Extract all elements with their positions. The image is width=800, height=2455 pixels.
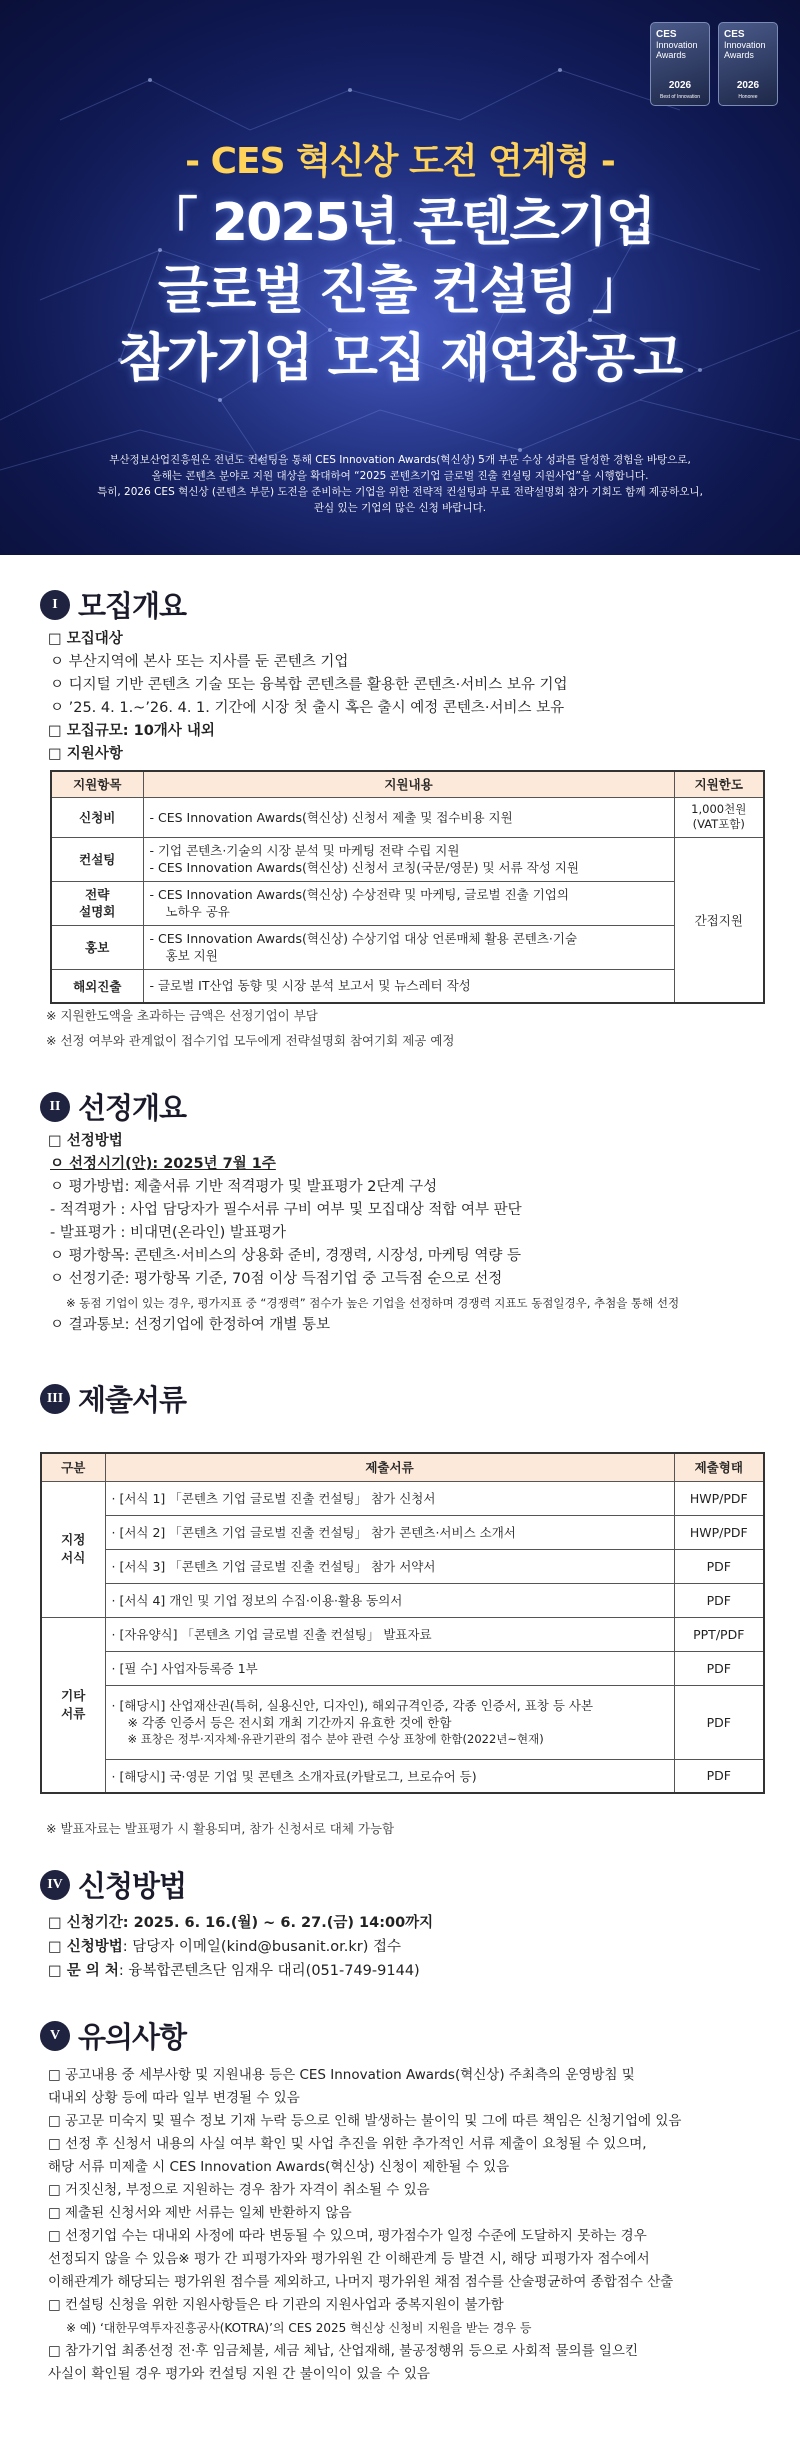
apply-method-value: : 담당자 이메일(kind@busanit.or.kr) 접수 xyxy=(122,1939,401,1955)
table-row xyxy=(41,1583,764,1617)
section-3-header xyxy=(40,1378,186,1419)
doc-cell: · [자유양식] 「콘텐츠 기업 글로벌 진출 컨설팅」 발표자료 xyxy=(105,1617,674,1651)
table-row xyxy=(41,1759,764,1793)
caution-line: 이해관계가 해당되는 평가위원 점수를 제외하고, 나머지 평가위원 채점 점수를 산술평균하여 종합점수 산출 xyxy=(48,2274,674,2290)
banner-title-line-1: 「 2025년 콘텐츠기업 xyxy=(145,193,655,253)
section-number-badge: II xyxy=(40,1092,70,1122)
row-item: 신청비 xyxy=(51,797,143,837)
table-row xyxy=(41,1481,764,1515)
section-title: 유의사항 xyxy=(78,2020,187,2054)
doc-cell: · [서식 3] 「콘텐츠 기업 글로벌 진출 컨설팅」 참가 서약서 xyxy=(105,1549,674,1583)
documents-table xyxy=(40,1452,765,1794)
selection-timing: ㅇ 선정시기(안): 2025년 7월 1주 xyxy=(50,1156,276,1172)
support-note: ※ 지원한도액을 초과하는 금액은 선정기업이 부담 xyxy=(46,1008,318,1023)
row-content xyxy=(143,925,674,969)
doc-cell xyxy=(105,1685,674,1759)
caution-line: 선정되지 않을 수 있음※ 평가 간 피평가자와 평가위원 간 이해관계 등 발견 시, 해당 피평가자 점수에서 xyxy=(48,2251,650,2267)
section-number-badge: I xyxy=(40,590,70,620)
section-title: 모집개요 xyxy=(78,589,187,623)
doc-line: · [해당시] 산업재산권(특허, 실용신안, 디자인), 해외규격인증, 각종 인증서, 표창 등 사본 xyxy=(111,1697,594,1713)
section-title: 제출서류 xyxy=(78,1383,187,1417)
caution-note: ※ 예) ‘대한무역투자진흥공사(KOTRA)’의 CES 2025 혁신상 신청비 지원을 받는 경우 등 xyxy=(66,2321,532,2335)
caution-line: □ 참가기업 최종선정 전·후 임금체불, 세금 체납, 산업재해, 불공정행위 등으로 사회적 물의를 일으킨 xyxy=(48,2343,639,2359)
caution-line: 해당 서류 미제출 시 CES Innovation Awards(혁신상) 신청이 제한될 수 있음 xyxy=(48,2159,510,2175)
section-title: 선정개요 xyxy=(78,1091,187,1125)
intro-line: 특히, 2026 CES 혁신상 (콘텐츠 부문) 도전을 준비하는 기업을 위한 전략적 컨설팅과 무료 전략설명회 참가 기회도 함께 제공하오니, xyxy=(97,486,703,498)
banner-subtitle: - CES 혁신상 도전 연계형 - xyxy=(185,141,615,182)
intro-line: 관심 있는 기업의 많은 신청 바랍니다. xyxy=(313,502,487,514)
shared-limit: 간접지원 xyxy=(674,837,764,1003)
apply-period xyxy=(48,1912,433,1934)
target-item: ㅇ 디지털 기반 콘텐츠 기술 또는 융복합 콘텐츠를 활용한 콘텐츠·서비스 보유 기업 xyxy=(50,677,568,693)
contact-label: □ 문 의 처 xyxy=(48,1963,119,1979)
selection-line: ㅇ 선정기준: 평가항목 기준, 70점 이상 득점기업 중 고득점 순으로 선정 xyxy=(50,1271,503,1287)
target-heading: □ 모집대상 xyxy=(48,631,123,647)
badge-line1: Innovation xyxy=(724,40,766,50)
badge-line2: Awards xyxy=(724,50,754,60)
row-content xyxy=(143,881,674,925)
result-notice: ㅇ 결과통보: 선정기업에 한정하여 개별 통보 xyxy=(50,1317,331,1333)
table-row xyxy=(51,969,764,1003)
banner-title-line-3: 참가기업 모집 재연장공고 xyxy=(118,329,682,389)
doc-cell: · [필 수] 사업자등록증 1부 xyxy=(105,1651,674,1685)
target-item: ㅇ 부산지역에 본사 또는 지사를 둔 콘텐츠 기업 xyxy=(50,654,349,670)
selection-line: - 적격평가 : 사업 담당자가 필수서류 구비 여부 및 모집대상 적합 여부 판단 xyxy=(50,1202,522,1218)
content-line: 홍보 지원 xyxy=(165,948,218,963)
th-content: 지원내용 xyxy=(143,771,674,797)
table-row xyxy=(51,837,764,881)
selection-line: - 발표평가 : 비대면(온라인) 발표평가 xyxy=(50,1225,286,1241)
th-limit: 지원한도 xyxy=(674,771,764,797)
table-row xyxy=(41,1549,764,1583)
content-line: - CES Innovation Awards(혁신상) 수상전략 및 마케팅, 글로벌 진출 기업의 xyxy=(149,887,569,902)
intro-line: 부산정보산업진흥원은 전년도 컨설팅을 통해 CES Innovation Awards(혁신상) 5개 부문 수상 성과를 달성한 경험을 바탕으로, xyxy=(109,454,691,466)
th-group: 구분 xyxy=(41,1453,105,1481)
badge-year: 2026 xyxy=(736,80,760,91)
banner-title-line-2: 글로벌 진출 컨설팅 」 xyxy=(157,261,643,321)
badge-line2: Awards xyxy=(656,50,686,60)
section-number-badge: V xyxy=(40,2021,70,2051)
apply-method xyxy=(48,1936,401,1958)
selection-line: ㅇ 평가항목: 콘텐츠·서비스의 상용화 준비, 경쟁력, 시장성, 마케팅 역량 등 xyxy=(50,1248,522,1264)
caution-line: □ 선정 후 신청서 내용의 사실 여부 확인 및 사업 추진을 위한 추가적인 서류 제출이 요청될 수 있으며, xyxy=(48,2136,647,2152)
row-item: 전략 설명회 xyxy=(51,881,143,925)
section-1-header xyxy=(40,584,186,625)
badge-logo: CES xyxy=(724,29,745,40)
tie-note: ※ 동점 기업이 있는 경우, 평가지표 중 “경쟁력” 점수가 높은 기업을 선정하며 경쟁력 지표도 동점일경우, 추첨을 통해 선정 xyxy=(66,1296,680,1310)
form-cell: PDF xyxy=(674,1685,764,1759)
hero-banner xyxy=(0,0,800,555)
caution-line: □ 선정기업 수는 대내외 사정에 따라 변동될 수 있으며, 평가점수가 일정 수준에 도달하지 못하는 경우 xyxy=(48,2228,647,2244)
table-row xyxy=(51,925,764,969)
content-line: - 기업 콘텐츠·기술의 시장 분석 및 마케팅 전략 수립 지원 xyxy=(149,843,460,858)
table-row xyxy=(51,797,764,837)
content-line: - CES Innovation Awards(혁신상) 신청서 코칭(국문/영문) 및 서류 작성 지원 xyxy=(149,860,579,875)
ces-badge-honoree xyxy=(718,22,778,106)
documents-note: ※ 발표자료는 발표평가 시 활용되며, 참가 신청서로 대체 가능함 xyxy=(46,1821,395,1836)
th-doc: 제출서류 xyxy=(105,1453,674,1481)
form-cell: PPT/PDF xyxy=(674,1617,764,1651)
caution-line: 사실이 확인될 경우 평가와 컨설팅 지원 간 불이익이 있을 수 있음 xyxy=(48,2366,430,2382)
selection-line: ㅇ 평가방법: 제출서류 기반 적격평가 및 발표평가 2단계 구성 xyxy=(50,1179,438,1195)
row-content xyxy=(143,837,674,881)
ces-award-badges xyxy=(650,22,778,106)
form-cell: PDF xyxy=(674,1759,764,1793)
caution-line: □ 공고문 미숙지 및 필수 정보 기재 누락 등으로 인해 발생하는 불이익 및 그에 따른 책임은 신청기업에 있음 xyxy=(48,2113,682,2129)
intro-line: 올해는 콘텐츠 분야로 지원 대상을 확대하여 “2025 콘텐츠기업 글로벌 진출 컨설팅 지원사업”을 시행합니다. xyxy=(151,470,649,482)
badge-logo: CES xyxy=(656,29,677,40)
doc-cell: · [서식 2] 「콘텐츠 기업 글로벌 진출 컨설팅」 참가 콘텐츠·서비스 소개서 xyxy=(105,1515,674,1549)
doc-cell: · [해당시] 국·영문 기업 및 콘텐츠 소개자료(카탈로그, 브로슈어 등) xyxy=(105,1759,674,1793)
table-row xyxy=(41,1685,764,1759)
row-item: 해외진출 xyxy=(51,969,143,1003)
badge-sub: Honoree xyxy=(738,94,758,100)
badge-line1: Innovation xyxy=(656,40,698,50)
doc-line: ※ 각종 인증서 등은 전시회 개최 기간까지 유효한 것에 한함 xyxy=(127,1714,452,1730)
section-number-badge: IV xyxy=(40,1870,70,1900)
badge-year: 2026 xyxy=(668,80,692,91)
section-5-header xyxy=(40,2015,186,2056)
row-content xyxy=(143,797,674,837)
caution-line: □ 공고내용 중 세부사항 및 지원내용 등은 CES Innovation Awards(혁신상) 주최측의 운영방침 및 xyxy=(48,2067,635,2083)
content-line: 노하우 공유 xyxy=(165,904,230,919)
target-item: ㅇ ’25. 4. 1.~’26. 4. 1. 기간에 시장 첫 출시 혹은 출시 예정 콘텐츠·서비스 보유 xyxy=(50,700,565,716)
table-row xyxy=(41,1515,764,1549)
form-cell: PDF xyxy=(674,1583,764,1617)
row-item: 홍보 xyxy=(51,925,143,969)
th-form: 제출형태 xyxy=(674,1453,764,1481)
row-item: 컨설팅 xyxy=(51,837,143,881)
table-row xyxy=(41,1651,764,1685)
recruit-scale: □ 모집규모: 10개사 내외 xyxy=(48,723,215,739)
badge-sub: Best of Innovation xyxy=(659,94,701,100)
content-line: - CES Innovation Awards(혁신상) 수상기업 대상 언론매체 활용 콘텐츠·기술 xyxy=(149,931,578,946)
section-number-badge: III xyxy=(40,1384,70,1414)
th-item: 지원항목 xyxy=(51,771,143,797)
form-cell: HWP/PDF xyxy=(674,1515,764,1549)
caution-line: □ 거짓신청, 부정으로 지원하는 경우 참가 자격이 취소될 수 있음 xyxy=(48,2182,430,2198)
section-title: 신청방법 xyxy=(78,1869,187,1903)
doc-cell: · [서식 4] 개인 및 기업 정보의 수집·이용·활용 동의서 xyxy=(105,1583,674,1617)
apply-period-value: 2025. 6. 16.(월) ~ 6. 27.(금) 14:00까지 xyxy=(128,1915,434,1931)
form-cell: PDF xyxy=(674,1651,764,1685)
form-cell: HWP/PDF xyxy=(674,1481,764,1515)
method-heading: □ 선정방법 xyxy=(48,1133,123,1149)
apply-method-label: □ 신청방법 xyxy=(48,1939,123,1955)
content-line: - CES Innovation Awards(혁신상) 신청서 제출 및 접수비용 지원 xyxy=(149,809,513,825)
apply-period-label: □ 신청기간: xyxy=(48,1915,129,1931)
contact xyxy=(48,1960,420,1982)
table-row xyxy=(51,881,764,925)
caution-line: □ 컨설팅 신청을 위한 지원사항들은 타 기관의 지원사업과 중복지원이 불가함 xyxy=(48,2297,504,2313)
support-table xyxy=(50,770,765,1004)
group-other: 기타 서류 xyxy=(41,1617,105,1793)
ces-badge-best xyxy=(650,22,710,106)
banner-intro xyxy=(40,452,760,516)
support-note: ※ 선정 여부와 관계없이 접수기업 모두에게 전략설명회 참여기회 제공 예정 xyxy=(46,1033,455,1048)
section-4-header xyxy=(40,1864,186,1905)
caution-line: □ 제출된 신청서와 제반 서류는 일체 반환하지 않음 xyxy=(48,2205,352,2221)
row-limit: 1,000천원 (VAT포함) xyxy=(674,797,764,837)
group-designated: 지정 서식 xyxy=(41,1481,105,1617)
content-line: - 글로벌 IT산업 동향 및 시장 분석 보고서 및 뉴스레터 작성 xyxy=(149,978,471,994)
form-cell: PDF xyxy=(674,1549,764,1583)
caution-line: 대내외 상황 등에 따라 일부 변경될 수 있음 xyxy=(48,2090,300,2106)
contact-value: : 융복합콘텐츠단 임재우 대리(051-749-9144) xyxy=(118,1963,420,1979)
doc-cell: · [서식 1] 「콘텐츠 기업 글로벌 진출 컨설팅」 참가 신청서 xyxy=(105,1481,674,1515)
section-2-header xyxy=(40,1086,186,1127)
row-content xyxy=(143,969,674,1003)
support-heading: □ 지원사항 xyxy=(48,746,123,762)
table-row xyxy=(41,1617,764,1651)
doc-line: ※ 표창은 정부·지자체·유관기관의 접수 분야 관련 수상 표창에 한함(2022년~현재) xyxy=(127,1731,544,1746)
